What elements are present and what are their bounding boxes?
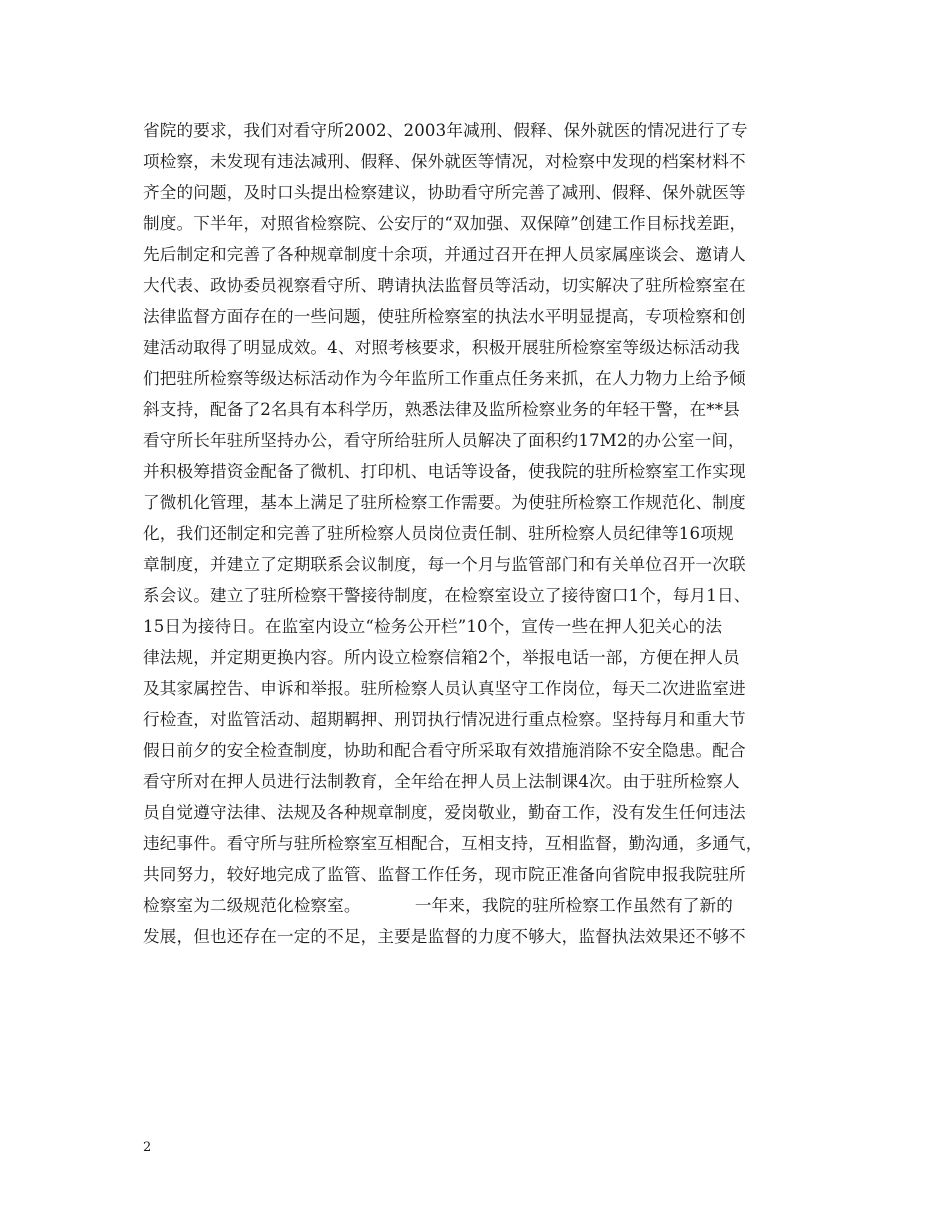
text-line: 制度。下半年，对照省检察院、公安厅的“双加强、双保障”创建工作目标找差距， [143, 214, 747, 233]
text-line: 齐全的问题，及时口头提出检察建议，协助看守所完善了减刑、假释、保外就医等 [143, 183, 746, 202]
text-line: 章制度，并建立了定期联系会议制度，每一个月与监管部门和有关单位召开一次联 [143, 555, 746, 574]
text-line: 了微机化管理，基本上满足了驻所检察工作需要。为使驻所检察工作规范化、制度 [143, 493, 746, 512]
text-line: 斜支持，配备了2名具有本科学历，熟悉法律及监所检察业务的年轻干警，在**县 [143, 400, 740, 419]
text-line: 化，我们还制定和完善了驻所检察人员岗位责任制、驻所检察人员纪律等16项规 [143, 524, 734, 543]
body-text [143, 115, 823, 952]
text-line: 建活动取得了明显成效。4、对照考核要求，积极开展驻所检察室等级达标活动我 [143, 338, 740, 357]
text-line: 看守所长年驻所坚持办公，看守所给驻所人员解决了面积约17M2的办公室一间， [143, 431, 745, 450]
text-line: 及其家属控告、申诉和举报。驻所检察人员认真坚守工作岗位，每天二次进监室进 [143, 679, 746, 698]
text-line: 项检察，未发现有违法减刑、假释、保外就医等情况，对检察中发现的档案材料不 [143, 152, 746, 171]
text-line: 法律监督方面存在的一些问题，使驻所检察室的执法水平明显提高，专项检察和创 [143, 307, 746, 326]
text-line: 并积极筹措资金配备了微机、打印机、电话等设备，使我院的驻所检察室工作实现 [143, 462, 746, 481]
text-line: 发展，但也还存在一定的不足，主要是监督的力度不够大，监督执法效果还不够不 [143, 927, 746, 946]
text-line: 检察室为二级规范化检察室。 一年来，我院的驻所检察工作虽然有了新的 [143, 896, 734, 915]
text-line: 律法规，并定期更换内容。所内设立检察信箱2个，举报电话一部，方便在押人员 [143, 648, 740, 667]
text-line: 15日为接待日。在监室内设立“检务公开栏”10个，宣传一些在押人犯关心的法 [143, 617, 723, 636]
text-line: 们把驻所检察等级达标活动作为今年监所工作重点任务来抓，在人力物力上给予倾 [143, 369, 746, 388]
text-line: 员自觉遵守法律、法规及各种规章制度，爱岗敬业，勤奋工作，没有发生任何违法 [143, 803, 746, 822]
text-line: 省院的要求，我们对看守所2002、2003年减刑、假释、保外就医的情况进行了专 [143, 121, 748, 140]
page-number: 2 [143, 1140, 152, 1155]
text-line: 看守所对在押人员进行法制教育，全年给在押人员上法制课4次。由于驻所检察人 [143, 772, 740, 791]
text-line: 共同努力，较好地完成了监管、监督工作任务，现市院正准备向省院申报我院驻所 [143, 865, 746, 884]
text-line: 先后制定和完善了各种规章制度十余项，并通过召开在押人员家属座谈会、邀请人 [143, 245, 746, 264]
text-line: 大代表、政协委员视察看守所、聘请执法监督员等活动，切实解决了驻所检察室在 [143, 276, 746, 295]
text-line: 行检查，对监管活动、超期羁押、刑罚执行情况进行重点检察。坚持每月和重大节 [143, 710, 746, 729]
text-line: 系会议。建立了驻所检察干警接待制度，在检察室设立了接待窗口1个，每月1日、 [143, 586, 751, 605]
text-line: 违纪事件。看守所与驻所检察室互相配合，互相支持，互相监督，勤沟通，多通气， [143, 834, 763, 853]
text-line: 假日前夕的安全检查制度，协助和配合看守所采取有效措施消除不安全隐患。配合 [143, 741, 746, 760]
